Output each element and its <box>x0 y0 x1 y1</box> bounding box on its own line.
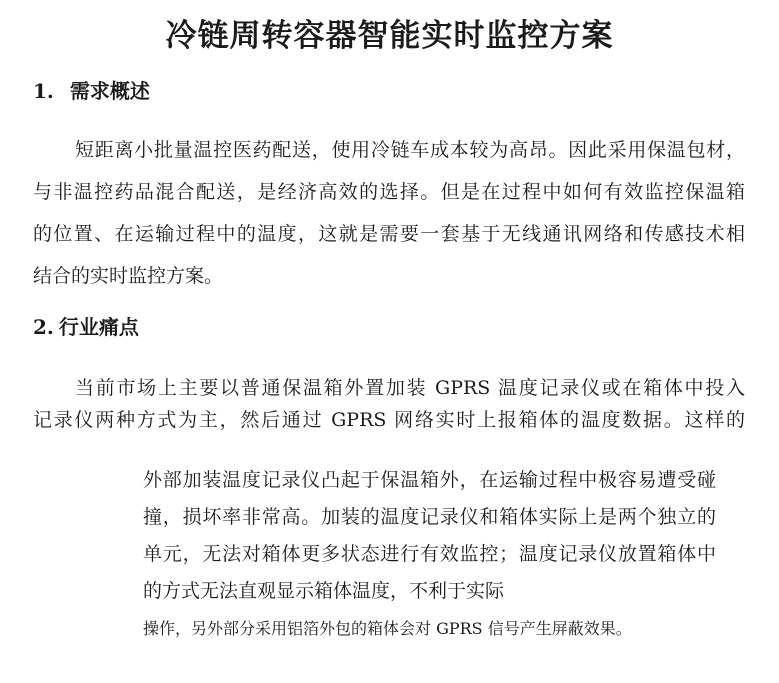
paragraph-line: 当前市场上主要以普通保温箱外置加装 GPRS 温度记录仪或在箱体中投入 <box>75 377 745 399</box>
section-1-number: 1. <box>33 79 54 103</box>
paragraph-line: 记录仪两种方式为主，然后通过 GPRS 网络实时上报箱体的温度数据。这样的 <box>33 409 745 431</box>
section-1-title: 需求概述 <box>69 79 150 103</box>
section-2-number: 2. <box>33 315 54 339</box>
note-line: 操作，另外部分采用铝箔外包的箱体会对 GPRS 信号产生屏蔽效果。 <box>143 619 632 638</box>
paragraph-line: 短距离小批量温控医药配送，使用冷链车成本较为高昂。因此采用保温包材， <box>75 139 745 161</box>
section-2-title: 行业痛点 <box>58 315 139 339</box>
indented-block-line: 撞，损坏率非常高。加装的温度记录仪和箱体实际上是两个独立的 <box>143 506 716 528</box>
indented-block <box>143 462 716 610</box>
indented-block-line: 单元，无法对箱体更多状态进行有效监控；温度记录仪放置箱体中 <box>143 543 716 565</box>
section-heading-1 <box>33 75 150 104</box>
paragraph-line: 的位置、在运输过程中的温度，这就是需要一套基于无线通讯网络和传感技术相 <box>33 223 745 245</box>
section-1-paragraph <box>33 129 745 297</box>
paragraph-line: 结合的实时监控方案。 <box>33 265 224 287</box>
indented-block-line: 的方式无法直观显示箱体温度，不利于实际 <box>143 580 505 602</box>
section-2-paragraph <box>33 372 745 436</box>
section-heading-2 <box>33 311 139 340</box>
document-title: 冷链周转容器智能实时监控方案 <box>165 18 614 54</box>
indented-block-line: 外部加装温度记录仪凸起于保温箱外，在运输过程中极容易遭受碰 <box>143 469 716 491</box>
paragraph-line: 与非温控药品混合配送，是经济高效的选择。但是在过程中如何有效监控保温箱 <box>33 181 745 203</box>
